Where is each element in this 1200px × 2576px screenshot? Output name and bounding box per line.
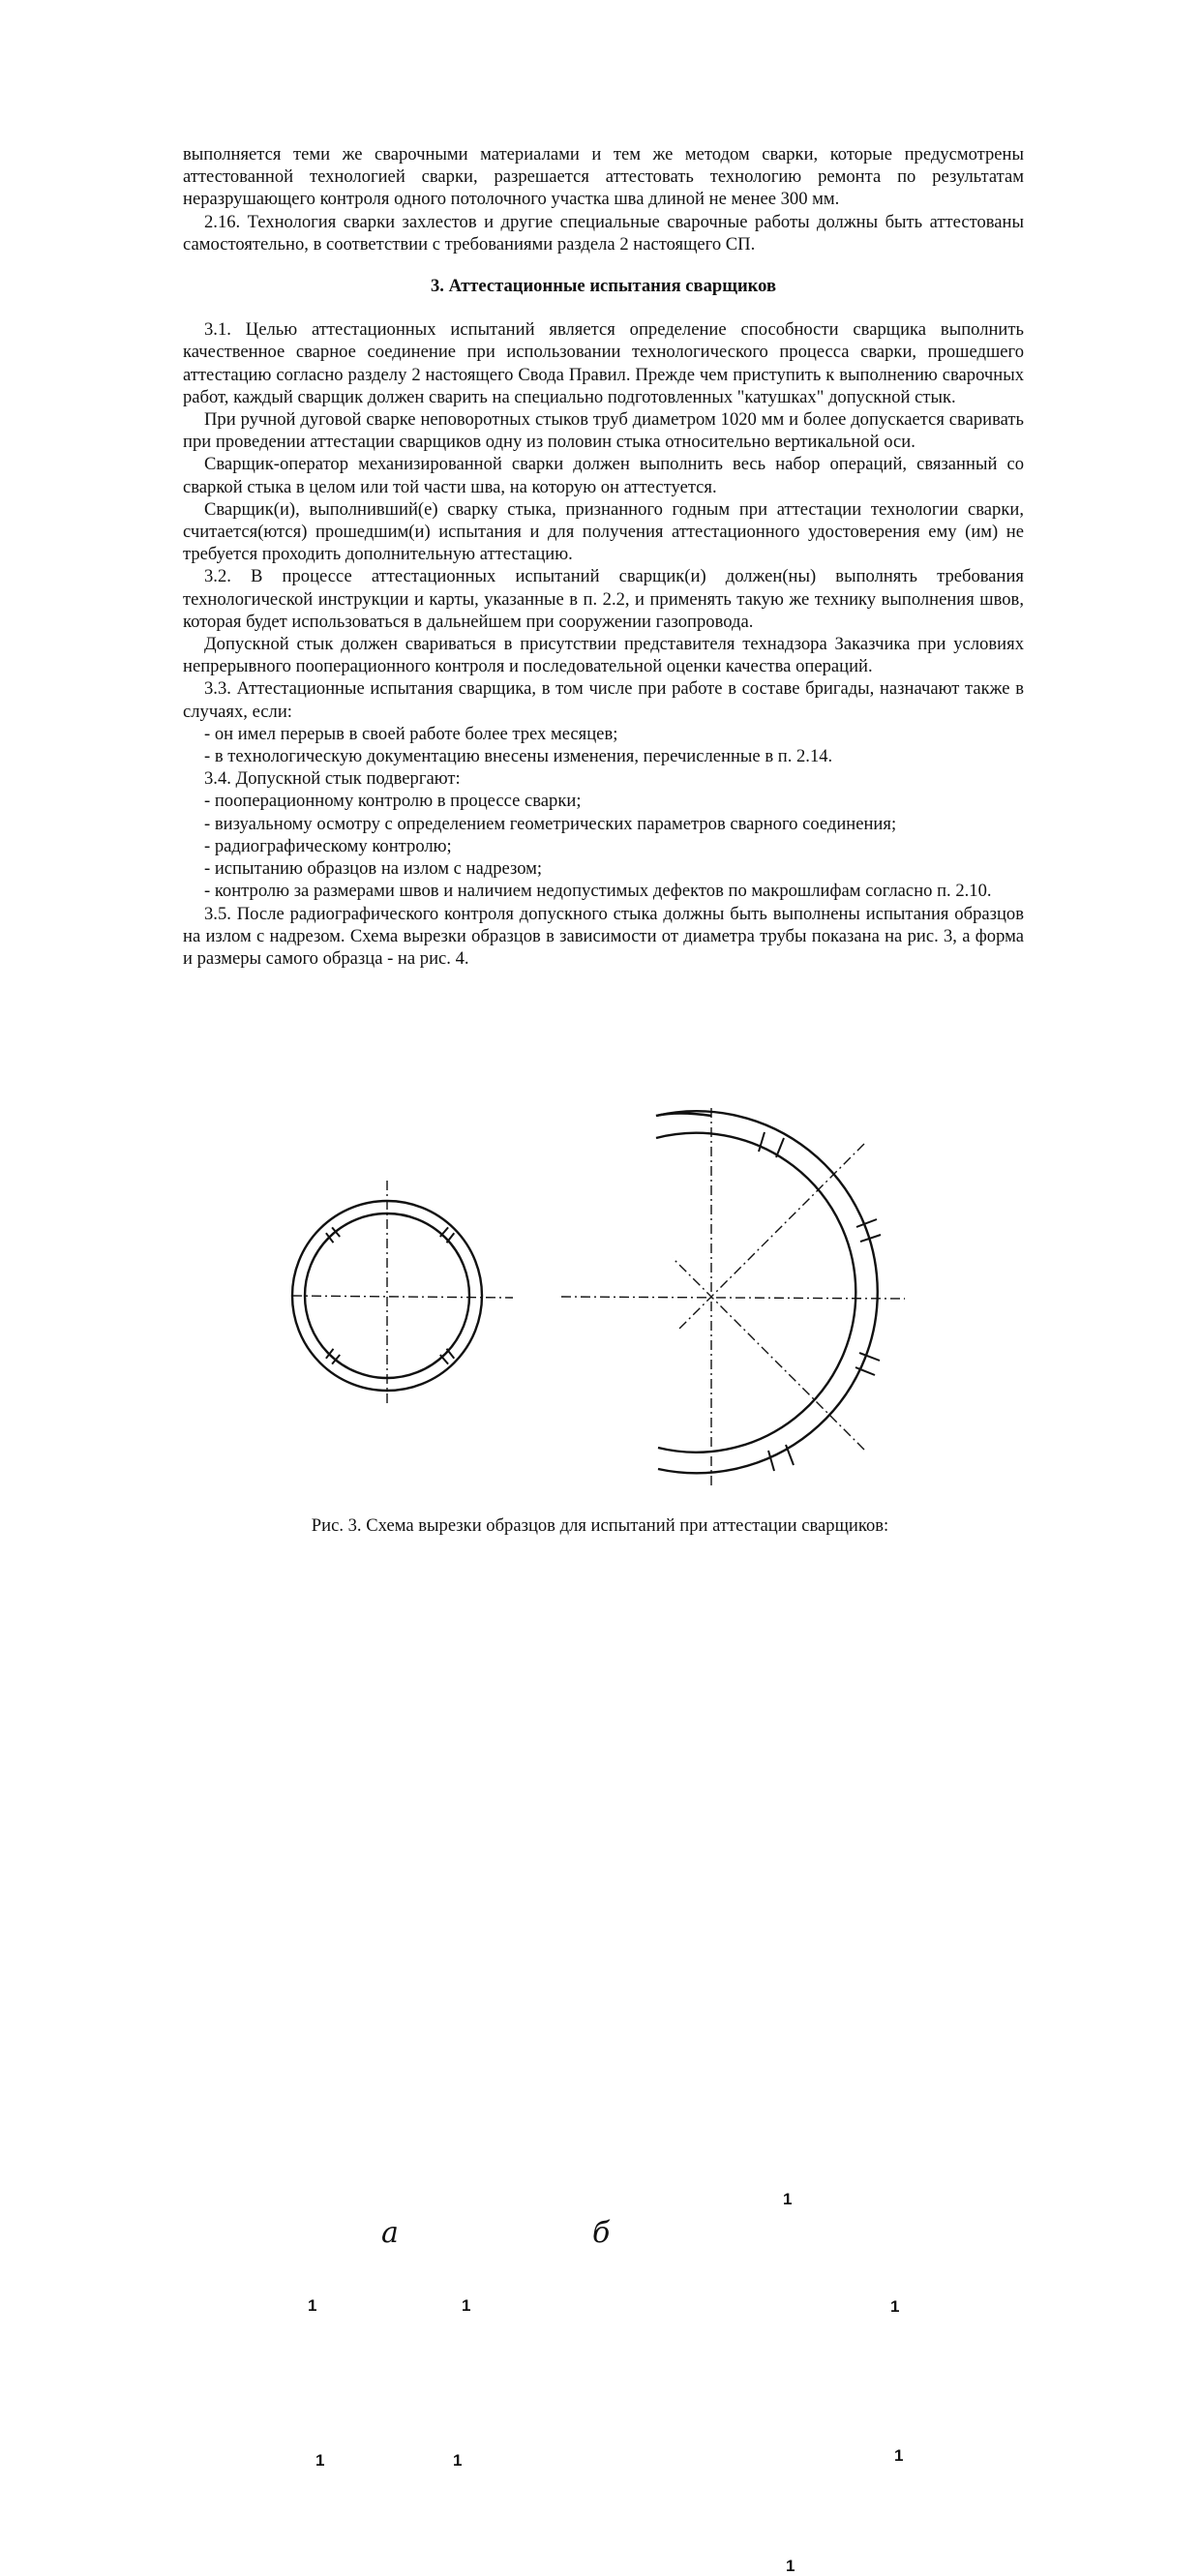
list-item: - испытанию образцов на излом с надрезом; [204,858,543,880]
section-heading: 3. Аттестационные испытания сварщиков [431,276,776,297]
figure-drawing [0,1084,1200,1529]
paragraph-3-3: 3.3. Аттестационные испытания сварщика, в том числе при работе в составе бригады, назначают также в случаях, если: [183,678,1024,722]
document-body [183,143,1024,970]
specimen-marks-b [759,1132,881,1471]
panel-b-label: б [592,2216,611,2250]
figure-caption: Рис. 3. Схема вырезки образцов для испытаний при аттестации сварщиков: [311,1515,889,1536]
panel-a-label: а [381,2216,399,2250]
paragraph-3-5: 3.5. После радиографического контроля допускного стыка должны быть выполнены испытания образцов на излом с надрезом. Схема вырезки образцов в зависимости от диаметра трубы показана на рис. 3, а форма и размеры самого образца - на рис. 4. [183,903,1024,969]
list-item: - он имел перерыв в своей работе более трех месяцев; [204,723,618,744]
paragraph-continuation: выполняется теми же сварочными материалами и тем же методом сварки, которые предусмотрены аттестованной технологией сварки, разрешается аттестовать технологию ремонта по результатам неразрушающего контроля одного потолочного участка шва длиной не менее 300 мм. [183,144,1024,210]
list-item: - пооперационному контролю в процессе сварки; [204,791,582,812]
paragraph-3-2: 3.2. В процессе аттестационных испытаний сварщик(и) должен(ны) выполнять требования технологической инструкции и карты, указанные в п. 2.2, и применять такую же технику выполнения швов, которая будет использоваться в дальнейшем при сооружении газопровода. [183,566,1024,632]
paragraph-3-4: 3.4. Допускной стык подвергают: [204,768,461,790]
specimen-marker: 1 [786,2557,795,2575]
specimen-marker: 1 [315,2451,325,2470]
paragraph-2-16: 2.16. Технология сварки захлестов и другие специальные сварочные работы должны быть аттестованы самостоятельно, в соответствии с требованиями раздела 2 настоящего СП. [183,211,1024,255]
paragraph-welders-passed: Сварщик(и), выполнивший(е) сварку стыка, признанного годным при аттестации технологии сварки, считается(ются) прошедшим(и) испытания и для получения аттестационного удостоверения ему (им) не требуется проходить дополнительную аттестацию. [183,498,1024,565]
paragraph-3-1: 3.1. Целью аттестационных испытаний является определение способности сварщика выполнить качественное сварное соединение при использовании технологического процесса сварки, прошедшего аттестацию согласно разделу 2 настоящего Свода Правил. Прежде чем приступить к выполнению сварочных работ, каждый сварщик должен сварить на специально подготовленных "катушках" допускной стык. [183,319,1024,407]
list-item: - визуальному осмотру с определением геометрических параметров сварного соединения; [204,813,897,834]
specimen-marker: 1 [890,2297,900,2316]
specimen-marker: 1 [462,2296,471,2315]
figure-cutting-scheme [0,1084,1200,2575]
specimen-marker: 1 [894,2446,904,2465]
specimen-marker: 1 [453,2451,463,2470]
half-ring-b [656,1111,878,1473]
paragraph-operator: Сварщик-оператор механизированной сварки должен выполнить весь набор операций, связанный со сваркой стыка в целом или той части шва, на которую он аттестуется. [183,454,1024,497]
list-item: - радиографическому контролю; [204,835,452,856]
list-item: - контролю за размерами швов и наличием недопустимых дефектов по макрошлифам согласно п. 2.10. [204,881,992,902]
paragraph-test-joint: Допускной стык должен свариваться в присутствии представителя технадзора Заказчика при условиях непрерывного пооперационного контроля и последовательной оценки качества операций. [183,634,1024,677]
specimen-marker: 1 [308,2296,317,2315]
paragraph-manual-arc: При ручной дуговой сварке неповоротных стыков труб диаметром 1020 мм и более допускается сваривать при проведении аттестации сварщиков одну из половин стыка относительно вертикальной оси. [183,409,1024,453]
list-item: - в технологическую документацию внесены изменения, перечисленные в п. 2.14. [204,746,833,767]
center-lines-b [561,1108,905,1485]
specimen-marker: 1 [783,2190,793,2208]
